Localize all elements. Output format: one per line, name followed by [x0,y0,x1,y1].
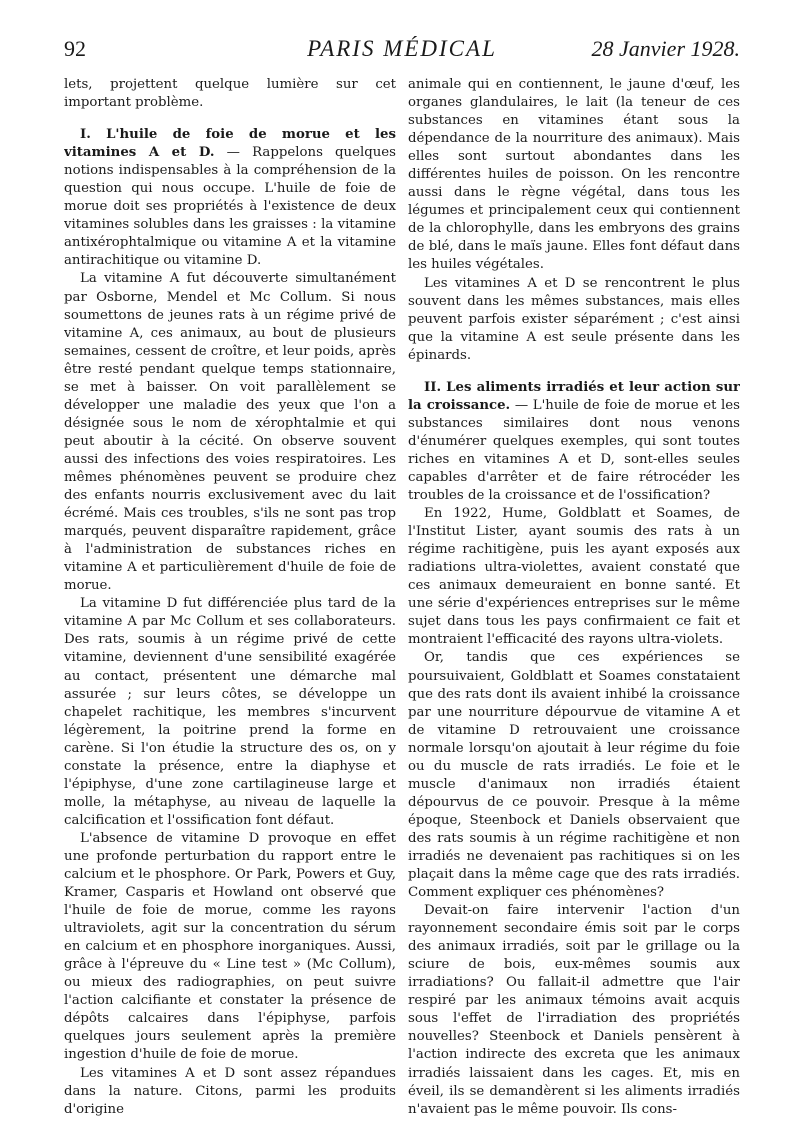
section-heading-1: I. L'huile de foie de morue et les vitamines A et D. [64,127,396,161]
paragraph: L'absence de vitamine D provoque en effet une profonde perturbation du rapport entre le calcium et le phosphore. Or Park, Powers et Guy, Kramer, Casparis et Howland ont observé que l'huile de foie de morue, comme les rayons ultraviolets, agit sur la concentration du sérum en calcium et en phosphore inorganiques. Aussi, grâce à l'épreuve du « Line test » (Mc Collum), ou mieux des radiographies, on peut suivre l'action calcifiante et constater la présence de dépôts calcaires dans l'épiphyse, parfois quelques jours seulement après la première ingestion d'huile de foie de morue. [64,830,396,1063]
paragraph-text: — Rappelons quelques notions indispensables à la compréhension de la question qui nous occupe. L'huile de foie de morue doit ses propriétés à l'existence de deux vitamines solubles dans les graisses : la vitamine antixérophtalmique ou vitamine A et la vitamine antirachitique ou vitamine D. [64,145,396,269]
paragraph: La vitamine A fut découverte simultanément par Osborne, Mendel et Mc Collum. Si nous soumettons de jeunes rats à un régime privé de vitamine A, ces animaux, au bout de plusieurs semaines, cessent de croître, et leur poids, après être resté pendant quelque temps stationnaire, se met à baisser. On voit parallèlement se développer une maladie des yeux que l'on a désignée sous le nom de xérophtalmie et qui peut aboutir à la cécité. On observe souvent aussi des infections des voies respiratoires. Les mêmes phénomènes peuvent se produire chez des enfants nourris exclusivement avec du lait écrémé. Mais ces troubles, s'ils ne sont pas trop marqués, peuvent disparaître rapidement, grâce à l'administration de substances riches en vitamine A et particulièrement d'huile de foie de morue. [64,271,396,594]
right-column [408,76,740,1126]
paragraph: lets, projettent quelque lumière sur cet important problème. [64,77,396,111]
paragraph: Les vitamines A et D sont assez répandues dans la nature. Citons, parmi les produits d'origine [64,1065,396,1117]
page-number: 92 [64,36,86,61]
paragraph-text: — L'huile de foie de morue et les substances similaires dont nous venons d'énumérer quelques exemples, qui sont toutes riches en vitamines A et D, sont-elles seules capables d'arrêter et de faire rétrocéder les troubles de la croissance et de l'ossification? [408,397,740,504]
paragraph: animale qui en contiennent, le jaune d'œuf, les organes glandulaires, le lait (la teneur de ces substances en vitamines étant sous la dépendance de la nourriture des animaux). Mais elles sont surtout abondantes dans les différentes huiles de poisson. On les rencontre aussi dans le règne végétal, dans tous les légumes et principalement ceux qui contiennent de la chlorophylle, dans les embryons des grains de blé, dans le maïs jaune. Elles font défaut dans les huiles végétales. [408,77,740,273]
paragraph: Or, tandis que ces expériences se poursuivaient, Goldblatt et Soames constataient que des rats dont ils avaient inhibé la croissance par une nourriture dépourvue de vitamine A et de vitamine D retrouvaient une croissance normale lorsqu'on ajoutait à leur régime du foie ou du muscle de rats irradiés. Le foie et le muscle d'animaux non irradiés étaient dépourvus de ce pouvoir. Presque à la même époque, Steenbock et Daniels observaient que des rats soumis à un régime rachitigène et non irradiés ne devenaient pas rachitiques si on les plaçait dans la même cage que des rats irradiés. Comment expliquer ces phénomènes? [408,650,740,901]
section-paragraph [408,379,740,505]
paragraph: Devait-on faire intervenir l'action d'un rayonnement secondaire émis soit par le corps des animaux irradiés, soit par le grillage ou la sciure de bois, eux-mêmes soumis aux irradiations? Ou fallait-il admettre que l'air respiré par les animaux témoins avait acquis sous l'effet de l'irradiation des propriétés nouvelles? Steenbock et Daniels pensèrent à l'action indirecte des excreta que les animaux irradiés laissaient dans les cages. Et, mis en éveil, ils se demandèrent si les aliments irradiés n'avaient pas le même pouvoir. Ils cons- [408,903,740,1117]
paragraph: En 1922, Hume, Goldblatt et Soames, de l'Institut Lister, ayant soumis des rats à un régime rachitigène, puis les ayant exposés aux radiations ultra-violettes, avaient constaté que ces animaux demeuraient en bonne santé. Et une série d'expériences entreprises sur le même sujet dans tous les pays confirmaient ce fait et montraient l'efficacité des rayons ultra-violets. [408,506,740,648]
paragraph: La vitamine D fut différenciée plus tard de la vitamine A par Mc Collum et ses collaborateurs. Des rats, soumis à un régime privé de cette vitamine, deviennent d'une sensibilité exagérée au contact, présentent une démarche mal assurée ; sur leurs côtes, se développe un chapelet rachitique, les membres s'incurvent légèrement, la poitrine prend la forme en carène. Si l'on étudie la structure des os, on y constate la présence, entre la diaphyse et l'épiphyse, d'une zone cartilagineuse large et molle, la métaphyse, au niveau de laquelle la calcification et l'ossification font défaut. [64,596,396,828]
section-paragraph [64,126,396,270]
journal-title: PARIS MÉDICAL [307,36,497,61]
paragraph: Les vitamines A et D se rencontrent le plus souvent dans les mêmes substances, mais elles peuvent parfois exister séparément ; c'est ainsi que la vitamine A est seule présente dans les épinards. [408,275,740,363]
page-header [64,36,740,66]
section-heading-2: II. Les aliments irradiés et leur action sur la croissance. [408,379,740,413]
issue-date: 28 Janvier 1928. [591,36,740,61]
left-column [64,76,396,1126]
